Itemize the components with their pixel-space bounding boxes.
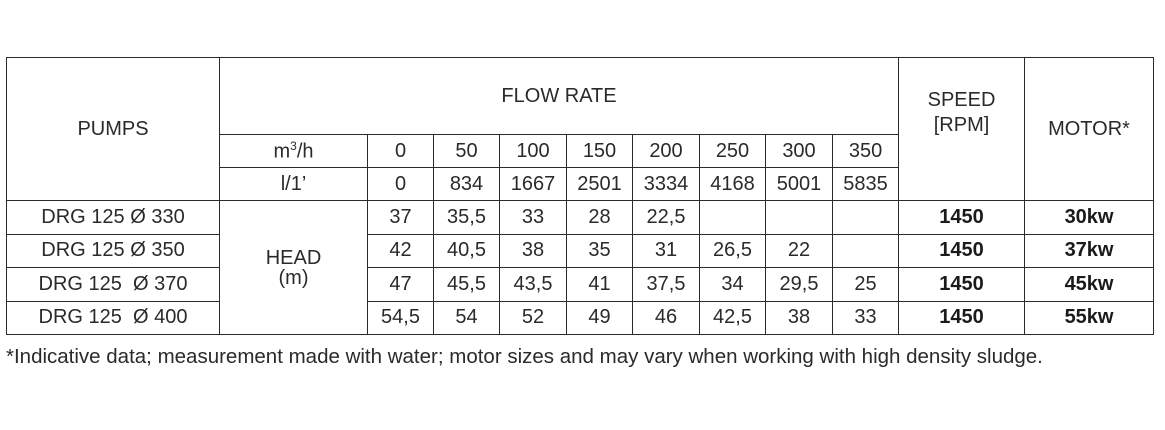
- head-label: [220, 201, 368, 335]
- speed-cell: 1450: [899, 301, 1025, 335]
- head-value-cell: 35,5: [434, 201, 500, 235]
- head-value-cell: 37: [368, 201, 434, 235]
- head-value-cell: 22,5: [633, 201, 700, 235]
- head-value-cell: 33: [833, 301, 899, 335]
- motor-cell: 55kw: [1025, 301, 1154, 335]
- head-value-cell: 41: [567, 268, 633, 302]
- head-value-cell: 49: [567, 301, 633, 335]
- flow-m3h-cell: 250: [700, 135, 766, 168]
- flow-rate-header: FLOW RATE: [220, 58, 899, 135]
- pumps-header: PUMPS: [7, 58, 220, 201]
- flow-lmin-cell: 5001: [766, 168, 833, 201]
- header-row: [7, 58, 1154, 135]
- head-value-cell: 25: [833, 268, 899, 302]
- head-value-cell: [700, 201, 766, 235]
- footnote: *Indicative data; measurement made with water; motor sizes and may vary when working with high density sludge.: [6, 345, 1043, 368]
- speed-cell: 1450: [899, 268, 1025, 302]
- head-value-cell: 37,5: [633, 268, 700, 302]
- motor-cell: 37kw: [1025, 234, 1154, 268]
- head-value-cell: 42,5: [700, 301, 766, 335]
- flow-m3h-cell: 300: [766, 135, 833, 168]
- head-value-cell: 28: [567, 201, 633, 235]
- head-value-cell: 33: [500, 201, 567, 235]
- motor-header: MOTOR*: [1025, 58, 1154, 201]
- head-value-cell: 35: [567, 234, 633, 268]
- pump-spec-table: [6, 57, 1154, 335]
- table-row: [7, 301, 1154, 335]
- unit-m3h: $m^3/h$: [220, 135, 368, 168]
- head-value-cell: 46: [633, 301, 700, 335]
- head-label-line2: (m): [278, 266, 309, 289]
- head-value-cell: 34: [700, 268, 766, 302]
- flow-m3h-cell: 200: [633, 135, 700, 168]
- head-label-line1: HEAD: [265, 246, 322, 269]
- head-value-cell: 45,5: [434, 268, 500, 302]
- flow-lmin-cell: 1667: [500, 168, 567, 201]
- head-value-cell: [766, 201, 833, 235]
- flow-lmin-cell: 5835: [833, 168, 899, 201]
- head-value-cell: 43,5: [500, 268, 567, 302]
- unit-lmin: l/1’: [220, 168, 368, 201]
- flow-m3h-cell: 100: [500, 135, 567, 168]
- motor-cell: 45kw: [1025, 268, 1154, 302]
- speed-cell: 1450: [899, 201, 1025, 235]
- model-cell: DRG 125 Ø 370: [7, 268, 220, 302]
- table-row: [7, 201, 1154, 235]
- head-value-cell: 54: [434, 301, 500, 335]
- speed-header: [899, 58, 1025, 201]
- motor-cell: 30kw: [1025, 201, 1154, 235]
- model-cell: DRG 125 Ø 350: [7, 234, 220, 268]
- head-value-cell: 26,5: [700, 234, 766, 268]
- flow-m3h-cell: 0: [368, 135, 434, 168]
- table-row: [7, 268, 1154, 302]
- speed-header-line2: [RPM]: [933, 114, 990, 136]
- head-value-cell: 22: [766, 234, 833, 268]
- flow-lmin-cell: 0: [368, 168, 434, 201]
- model-cell: DRG 125 Ø 330: [7, 201, 220, 235]
- head-value-cell: 47: [368, 268, 434, 302]
- model-cell: DRG 125 Ø 400: [7, 301, 220, 335]
- head-value-cell: 38: [766, 301, 833, 335]
- flow-m3h-cell: 350: [833, 135, 899, 168]
- head-value-cell: 31: [633, 234, 700, 268]
- head-value-cell: 40,5: [434, 234, 500, 268]
- head-value-cell: [833, 201, 899, 235]
- speed-header-line1: SPEED: [927, 89, 996, 111]
- table-row: [7, 234, 1154, 268]
- head-value-cell: 38: [500, 234, 567, 268]
- flow-lmin-cell: 3334: [633, 168, 700, 201]
- spec-table-wrapper: [6, 57, 1154, 335]
- head-value-cell: 52: [500, 301, 567, 335]
- flow-m3h-cell: 50: [434, 135, 500, 168]
- flow-m3h-cell: 150: [567, 135, 633, 168]
- head-value-cell: 54,5: [368, 301, 434, 335]
- head-value-cell: [833, 234, 899, 268]
- flow-lmin-cell: 834: [434, 168, 500, 201]
- head-value-cell: 42: [368, 234, 434, 268]
- flow-lmin-cell: 4168: [700, 168, 766, 201]
- speed-cell: 1450: [899, 234, 1025, 268]
- head-value-cell: 29,5: [766, 268, 833, 302]
- flow-lmin-cell: 2501: [567, 168, 633, 201]
